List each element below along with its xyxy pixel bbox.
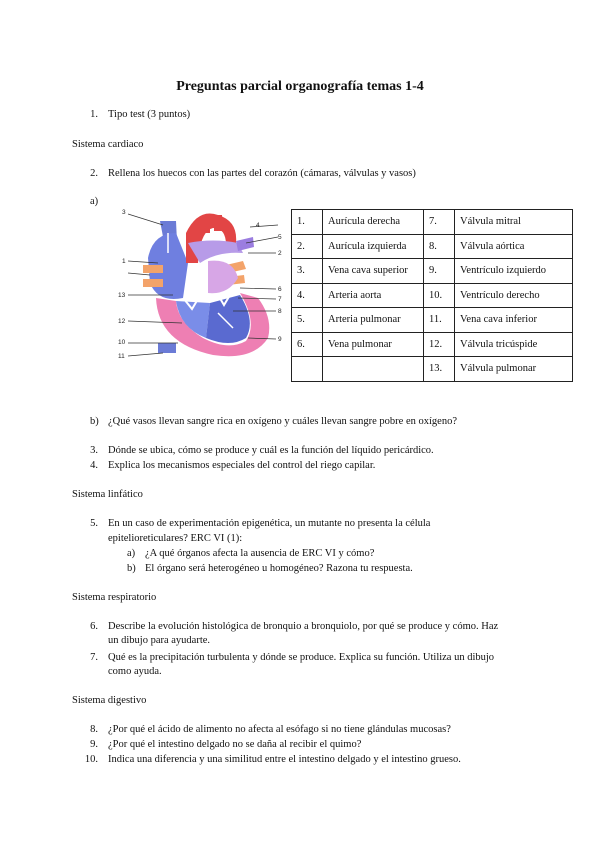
subquestion-label: a) bbox=[90, 196, 99, 207]
diagram-label: 11 bbox=[118, 353, 125, 360]
section-heading-digestivo: Sistema digestivo bbox=[72, 695, 147, 706]
left-ventricle-shape bbox=[206, 295, 250, 343]
table-cell: Arteria pulmonar bbox=[323, 308, 424, 333]
table-cell: Arteria aorta bbox=[323, 283, 424, 308]
table-row bbox=[292, 357, 573, 382]
diagram-label: 1 bbox=[122, 258, 126, 265]
question-text: un dibujo para ayudarte. bbox=[108, 635, 211, 646]
table-cell: 11. bbox=[424, 308, 455, 333]
table-cell: Válvula mitral bbox=[455, 210, 573, 235]
question-number: 8. bbox=[90, 724, 98, 735]
question-text: El órgano será heterogéneo u homogéneo? Razona tu respuesta. bbox=[145, 563, 413, 574]
question-text: ¿A qué órganos afecta la ausencia de ERC VI y cómo? bbox=[145, 548, 375, 559]
table-cell: 13. bbox=[424, 357, 455, 382]
question-number: 10. bbox=[84, 754, 98, 765]
diagram-label: 4 bbox=[256, 222, 260, 229]
question-text: como ayuda. bbox=[108, 666, 162, 677]
table-cell: 1. bbox=[292, 210, 323, 235]
question-text: ¿Por qué el intestino delgado no se daña al recibir el quimo? bbox=[108, 739, 362, 750]
table-cell: Aurícula izquierda bbox=[323, 234, 424, 259]
diagram-label: 5 bbox=[278, 234, 282, 241]
diagram-label: 10 bbox=[118, 339, 126, 346]
diagram-label: 7 bbox=[278, 296, 282, 303]
question-text: Dónde se ubica, cómo se produce y cuál es la función del líquido pericárdico. bbox=[108, 445, 434, 456]
table-row bbox=[292, 210, 573, 235]
inferior-vena-cava-shape bbox=[158, 343, 176, 353]
diagram-label: 9 bbox=[278, 336, 282, 343]
table-row bbox=[292, 308, 573, 333]
diagram-label: 12 bbox=[118, 318, 126, 325]
diagram-label: 3 bbox=[122, 209, 126, 216]
table-cell: Válvula tricúspide bbox=[455, 332, 573, 357]
table-cell: Vena pulmonar bbox=[323, 332, 424, 357]
question-number: 6. bbox=[90, 621, 98, 632]
question-text: Qué es la precipitación turbulenta y dónde se produce. Explica su función. Utiliza un dibujo bbox=[108, 652, 495, 663]
table-cell: Válvula pulmonar bbox=[455, 357, 573, 382]
question-text: epitelioreticulares? ERC VI (1): bbox=[108, 533, 243, 544]
table-cell: 9. bbox=[424, 259, 455, 284]
question-text: En un caso de experimentación epigenética, un mutante no presenta la célula bbox=[108, 518, 431, 529]
table-cell: Ventrículo izquierdo bbox=[455, 259, 573, 284]
subquestion-label: b) bbox=[90, 416, 99, 427]
section-heading-respiratorio: Sistema respiratorio bbox=[72, 592, 157, 603]
table-cell: 5. bbox=[292, 308, 323, 333]
question-text: Describe la evolución histológica de bronquio a bronquiolo, por qué se produce y cómo. Haz bbox=[108, 621, 499, 632]
heart-diagram bbox=[118, 203, 283, 368]
diagram-label: 2 bbox=[278, 250, 282, 257]
table-cell: 3. bbox=[292, 259, 323, 284]
table-cell: 8. bbox=[424, 234, 455, 259]
page-title: Preguntas parcial organografía temas 1-4 bbox=[176, 79, 424, 94]
table-cell: Vena cava inferior bbox=[455, 308, 573, 333]
table-cell: 6. bbox=[292, 332, 323, 357]
question-number: 7. bbox=[90, 652, 98, 663]
question-number: 2. bbox=[90, 168, 98, 179]
question-number: 9. bbox=[90, 739, 98, 750]
section-heading-linfatico: Sistema linfático bbox=[72, 489, 143, 500]
parts-table bbox=[291, 209, 573, 382]
question-number: 4. bbox=[90, 460, 98, 471]
question-text: Explica los mecanismos especiales del control del riego capilar. bbox=[108, 460, 376, 471]
table-cell: 12. bbox=[424, 332, 455, 357]
table-row bbox=[292, 332, 573, 357]
table-cell: 10. bbox=[424, 283, 455, 308]
question-text: Indica una diferencia y una similitud entre el intestino delgado y el intestino grueso. bbox=[108, 754, 461, 765]
diagram-label: 8 bbox=[278, 308, 282, 315]
table-row bbox=[292, 283, 573, 308]
diagram-label: 6 bbox=[278, 286, 282, 293]
table-cell: Ventrículo derecho bbox=[455, 283, 573, 308]
table-cell: Aurícula derecha bbox=[323, 210, 424, 235]
table-row bbox=[292, 234, 573, 259]
table-cell: Vena cava superior bbox=[323, 259, 424, 284]
table-cell: Válvula aórtica bbox=[455, 234, 573, 259]
table-cell: 2. bbox=[292, 234, 323, 259]
table-cell bbox=[323, 357, 424, 382]
subquestion-label: b) bbox=[127, 563, 136, 574]
question-text: Tipo test (3 puntos) bbox=[108, 109, 191, 120]
question-number: 3. bbox=[90, 445, 98, 456]
table-cell: 4. bbox=[292, 283, 323, 308]
section-heading-cardiaco: Sistema cardiaco bbox=[72, 139, 144, 150]
table-cell bbox=[292, 357, 323, 382]
question-text: ¿Por qué el ácido de alimento no afecta al esófago si no tiene glándulas mucosas? bbox=[108, 724, 451, 735]
table-cell: 7. bbox=[424, 210, 455, 235]
subquestion-label: a) bbox=[127, 548, 136, 559]
question-number: 5. bbox=[90, 518, 98, 529]
diagram-label: 13 bbox=[118, 292, 126, 299]
question-text: ¿Qué vasos llevan sangre rica en oxígeno y cuáles llevan sangre pobre en oxígeno? bbox=[108, 416, 457, 427]
table-row bbox=[292, 259, 573, 284]
question-text: Rellena los huecos con las partes del corazón (cámaras, válvulas y vasos) bbox=[108, 168, 416, 179]
question-number: 1. bbox=[90, 109, 98, 120]
pulmonary-branch-shape bbox=[236, 237, 254, 251]
